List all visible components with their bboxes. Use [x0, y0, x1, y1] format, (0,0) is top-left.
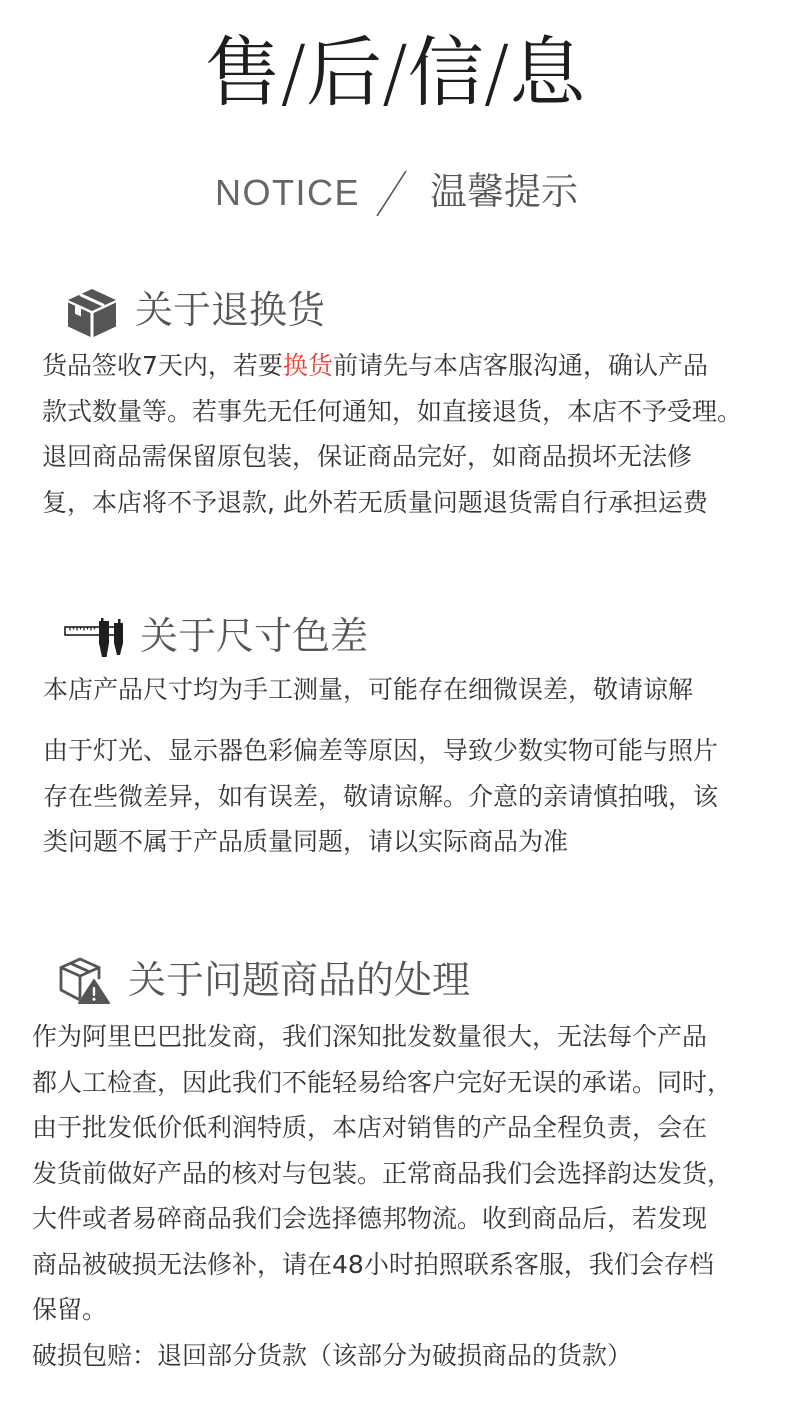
text-line: 由于批发低价低利润特质，本店对销售的产品全程负责，会在	[32, 1113, 708, 1142]
subtitle-zh: 温馨提示	[430, 170, 578, 213]
page-title: 售/后/信/息	[204, 28, 586, 117]
text-line: 由于灯光、显示器色彩偏差等原因，导致少数实物可能与照片	[43, 736, 719, 765]
text-line	[42, 343, 742, 389]
slash-divider	[372, 166, 412, 220]
text-line: 大件或者易碎商品我们会选择德邦物流。收到商品后，若发现	[32, 1204, 708, 1233]
section-heading: 关于问题商品的处理	[128, 958, 471, 1002]
text-line: 复，本店将不予退款, 此外若无质量问题退货需自行承担运费	[42, 487, 708, 517]
section-body	[32, 1014, 732, 1378]
caliper-icon	[64, 618, 126, 660]
text-segment: 前请先与本店客服沟通，确认产品	[332, 351, 708, 380]
text-line: 破损包赔：退回部分货款（该部分为破损商品的货款）	[32, 1340, 633, 1370]
section-heading: 关于尺寸色差	[140, 614, 369, 658]
text-line: 退回商品需保留原包装，保证商品完好，如商品损坏无法修	[42, 442, 693, 471]
package-box-icon	[66, 288, 118, 338]
damaged-box-warning-icon	[58, 957, 112, 1005]
text-line: 款式数量等。若事先无任何通知，如直接退货，本店不予受理。	[42, 396, 743, 426]
text-line: 都人工检查，因此我们不能轻易给客户完好无误的承诺。同时，	[32, 1067, 733, 1097]
text-line: 保留。	[32, 1295, 108, 1324]
section-body	[43, 728, 718, 865]
section-body	[42, 343, 742, 525]
text-line: 发货前做好产品的核对与包装。正常商品我们会选择韵达发货，	[32, 1158, 733, 1188]
highlighted-text: 换货	[282, 351, 333, 380]
section-heading: 关于退换货	[135, 288, 326, 332]
text-line: 本店产品尺寸均为手工测量，可能存在细微误差，敬请谅解	[43, 675, 694, 704]
section-body	[43, 667, 693, 713]
text-line: 类问题不属于产品质量同题，请以实际商品为准	[43, 827, 569, 856]
text-segment: 货品签收7天内，若要	[42, 351, 283, 380]
text-line: 作为阿里巴巴批发商，我们深知批发数量很大，无法每个产品	[32, 1022, 708, 1051]
text-line: 存在些微差异，如有误差，敬请谅解。介意的亲请慎拍哦，该	[43, 781, 719, 811]
text-line: 商品被破损无法修补，请在48小时拍照联系客服，我们会存档	[32, 1249, 714, 1279]
subtitle-en: NOTICE	[215, 172, 361, 213]
